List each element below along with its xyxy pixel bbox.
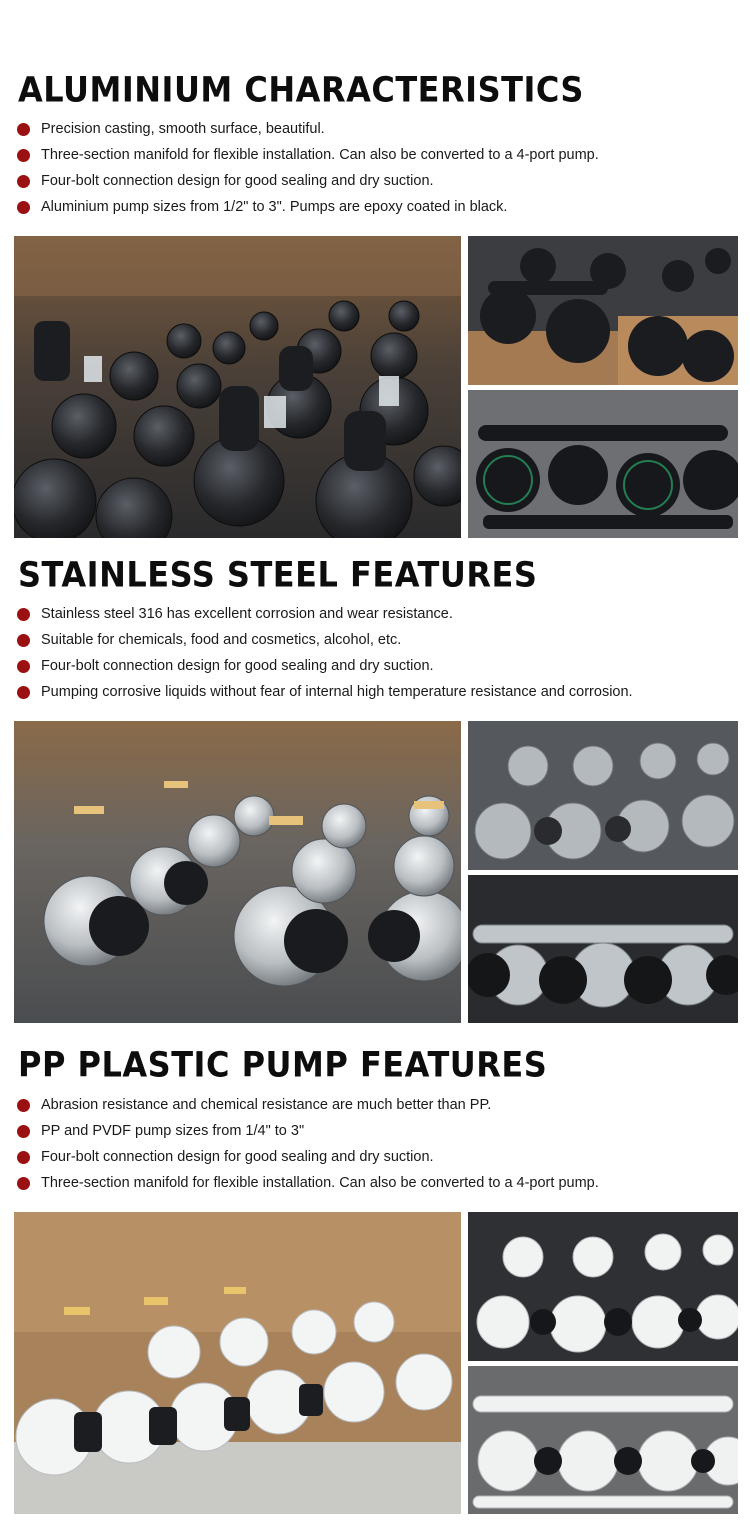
pp-pumps-photo-top-right [468,1212,738,1361]
list-item [17,194,599,220]
list-item [17,1170,599,1196]
bullet-dot-icon [17,686,30,699]
bullet-text: Aluminium pump sizes from 1/2" to 3". Pumps are epoxy coated in black. [41,199,508,215]
stainless-pumps-photo-top-right [468,721,738,870]
list-item [17,1092,599,1118]
aluminium-section [0,0,750,545]
list-item [17,1144,599,1170]
bullet-text: Precision casting, smooth surface, beautiful. [41,121,325,137]
bullet-dot-icon [17,1125,30,1138]
aluminium-pumps-photo-bottom-right [468,390,738,538]
bullet-text: Stainless steel 316 has excellent corrosion and wear resistance. [41,606,453,622]
bullet-text: Three-section manifold for flexible installation. Can also be converted to a 4-port pump. [41,1175,599,1191]
pp-plastic-section [0,1035,750,1525]
bullet-dot-icon [17,1099,30,1112]
list-item [17,679,633,705]
bullet-text: Pumping corrosive liquids without fear of internal high temperature resistance and corrosion. [41,684,633,700]
list-item [17,142,599,168]
list-item [17,653,633,679]
bullet-text: Four-bolt connection design for good sealing and dry suction. [41,658,434,674]
bullet-dot-icon [17,201,30,214]
bullet-dot-icon [17,1151,30,1164]
section-title: ALUMINIUM CHARACTERISTICS [18,68,584,110]
bullet-text: Three-section manifold for flexible installation. Can also be converted to a 4-port pump. [41,147,599,163]
aluminium-pumps-photo-top-right [468,236,738,385]
bullet-dot-icon [17,1177,30,1190]
stainless-steel-section [0,545,750,1030]
bullet-dot-icon [17,123,30,136]
list-item [17,168,599,194]
stainless-pumps-photo-main [14,721,461,1023]
pp-pumps-photo-main [14,1212,461,1514]
bullet-text: PP and PVDF pump sizes from 1/4" to 3" [41,1123,305,1139]
bullet-dot-icon [17,634,30,647]
section-title: STAINLESS STEEL FEATURES [18,553,538,595]
list-item [17,1118,599,1144]
aluminium-pumps-photo-main [14,236,461,538]
list-item [17,116,599,142]
feature-list [17,1092,599,1196]
bullet-text: Abrasion resistance and chemical resistance are much better than PP. [41,1097,492,1113]
feature-list [17,601,633,705]
bullet-text: Suitable for chemicals, food and cosmetics, alcohol, etc. [41,632,402,648]
list-item [17,627,633,653]
bullet-dot-icon [17,660,30,673]
feature-list [17,116,599,220]
list-item [17,601,633,627]
bullet-text: Four-bolt connection design for good sealing and dry suction. [41,173,434,189]
pp-pumps-photo-bottom-right [468,1366,738,1514]
bullet-dot-icon [17,608,30,621]
bullet-dot-icon [17,149,30,162]
section-title: PP PLASTIC PUMP FEATURES [18,1043,548,1085]
bullet-dot-icon [17,175,30,188]
bullet-text: Four-bolt connection design for good sealing and dry suction. [41,1149,434,1165]
stainless-pumps-photo-bottom-right [468,875,738,1023]
